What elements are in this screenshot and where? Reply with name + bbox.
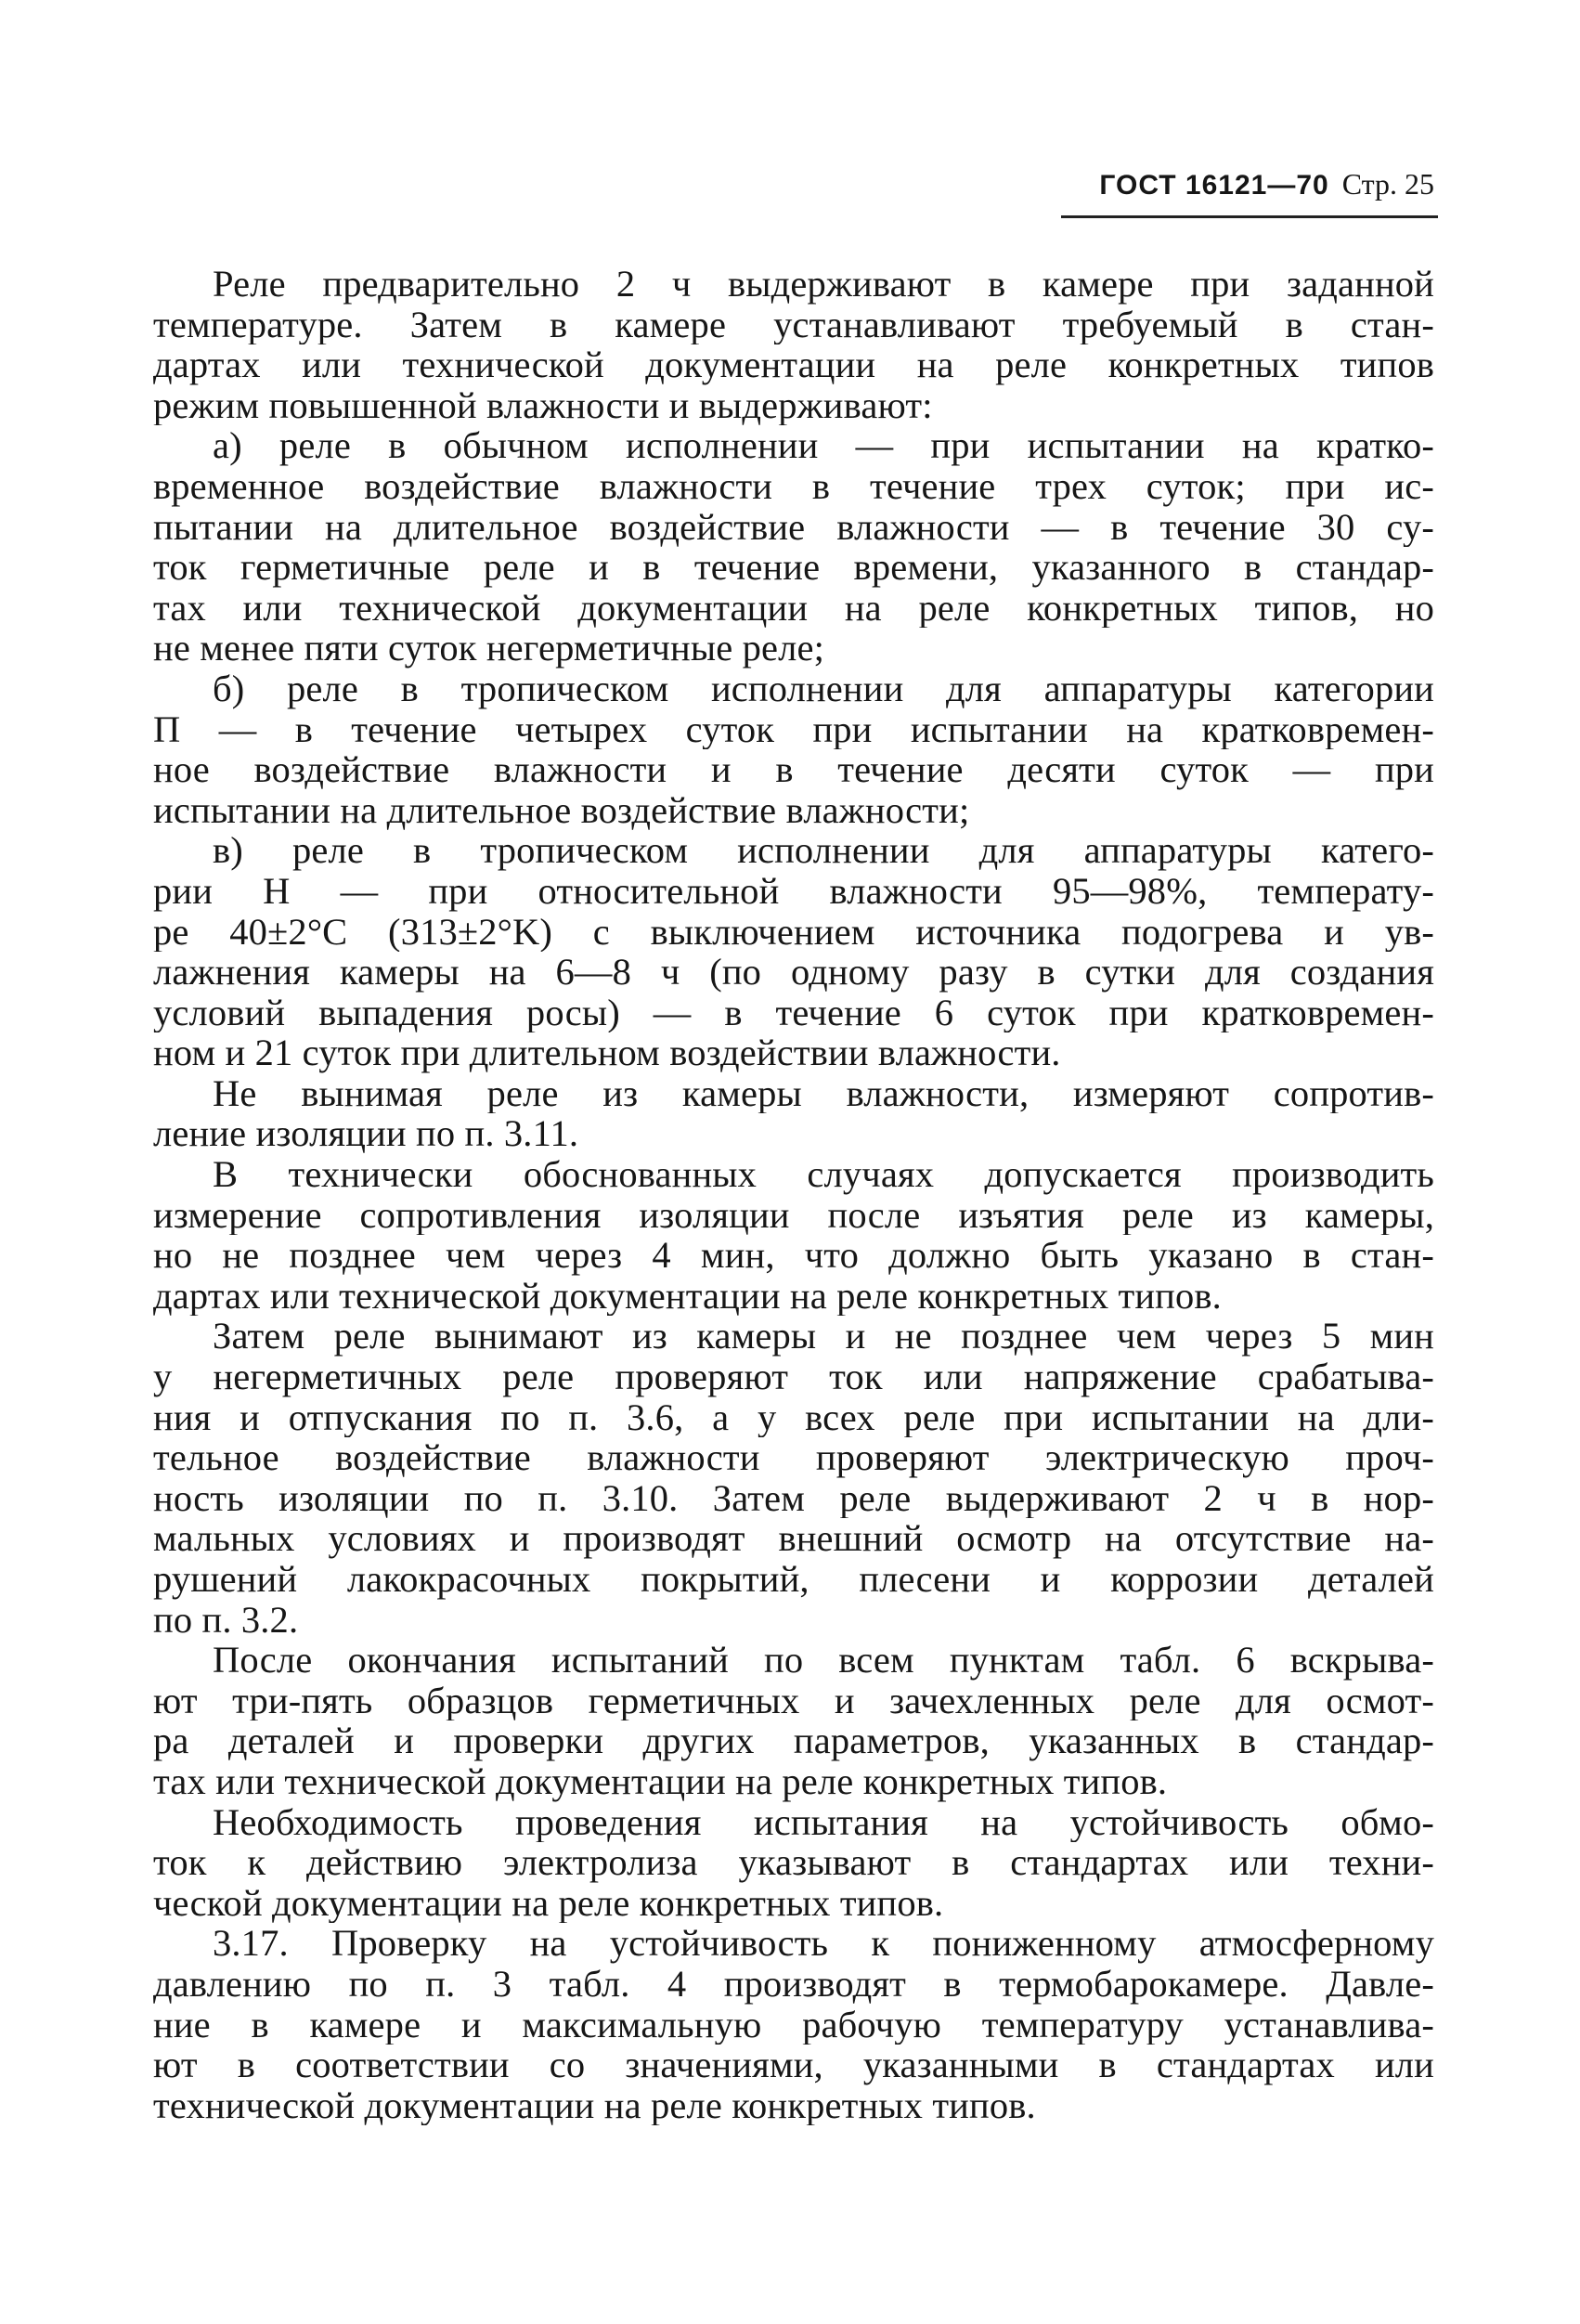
- text-line: ческой документации на реле конкретных типов.: [153, 1882, 944, 1924]
- text-line: ность изоляции по п. 3.10. Затем реле выдерживают 2 ч в нор-: [153, 1477, 1434, 1519]
- text-line: После окончания испытаний по всем пунктам табл. 6 вскрыва-: [213, 1640, 1434, 1681]
- text-line: а) реле в обычном исполнении — при испытании на кратко-: [213, 425, 1434, 466]
- text-line: В технически обоснованных случаях допускается производить: [213, 1154, 1434, 1195]
- text-line: Затем реле вынимают из камеры и не позднее чем через 5 мин: [213, 1316, 1434, 1357]
- text-line: ток герметичные реле и в течение времени, указанного в стандар-: [153, 547, 1434, 588]
- text-line: рушений лакокрасочных покрытий, плесени и коррозии деталей: [153, 1559, 1434, 1600]
- text-line: тах или технической документации на реле конкретных типов.: [153, 1760, 1168, 1802]
- text-line: у негерметичных реле проверяют ток или напряжение срабатыва-: [153, 1357, 1434, 1397]
- text-line: мальных условиях и производят внешний осмотр на отсутствие на-: [153, 1518, 1434, 1559]
- text-line: давлению по п. 3 табл. 4 производят в термобарокамере. Давле-: [153, 1963, 1434, 2005]
- text-line: испытании на длительное воздействие влажности;: [153, 789, 970, 831]
- text-line: температуре. Затем в камере устанавливают требуемый в стан-: [153, 304, 1434, 345]
- text-line: Реле предварительно 2 ч выдерживают в камере при заданной: [213, 264, 1434, 305]
- text-line: ление изоляции по п. 3.11.: [153, 1113, 579, 1155]
- text-line: ре 40±2°C (313±2°K) с выключением источника подогрева и ув-: [153, 911, 1434, 953]
- text-line: ют три-пять образцов герметичных и зачехленных реле для осмот-: [153, 1680, 1434, 1721]
- text-line: тах или технической документации на реле конкретных типов, но: [153, 587, 1434, 629]
- text-line: Не вынимая реле из камеры влажности, измеряют сопротив-: [213, 1072, 1434, 1114]
- text-line: режим повышенной влажности и выдерживают:: [153, 384, 933, 426]
- text-line: Необходимость проведения испытания на устойчивость обмо-: [213, 1801, 1434, 1843]
- text-line: тельное воздействие влажности проверяют электрическую проч-: [153, 1437, 1434, 1478]
- header-rule: [1061, 215, 1438, 218]
- text-line: в) реле в тропическом исполнении для аппаратуры катего-: [213, 830, 1434, 871]
- text-line: ра деталей и проверки других параметров, указанных в стандар-: [153, 1720, 1434, 1761]
- text-line: лажнения камеры на 6—8 ч (по одному разу в сутки для создания: [153, 952, 1434, 993]
- text-line: пытании на длительное воздействие влажности — в течение 30 су-: [153, 506, 1434, 548]
- text-line: но не позднее чем через 4 мин, что должно быть указано в стан-: [153, 1235, 1434, 1276]
- text-line: временное воздействие влажности в течение трех суток; при ис-: [153, 465, 1434, 507]
- text-line: ют в соответствии со значениями, указанными в стандартах или: [153, 2045, 1434, 2085]
- text-line: условий выпадения росы) — в течение 6 суток при кратковремен-: [153, 992, 1434, 1033]
- text-line: б) реле в тропическом исполнении для аппаратуры категории: [213, 668, 1434, 709]
- text-line: ном и 21 суток при длительном воздействии влажности.: [153, 1032, 1061, 1073]
- text-line: 3.17. Проверку на устойчивость к пониженному атмосферному: [213, 1923, 1434, 1964]
- text-line: не менее пяти суток негерметичные реле;: [153, 628, 825, 669]
- text-line: по п. 3.2.: [153, 1599, 299, 1641]
- page-number: Стр. 25: [1341, 167, 1434, 201]
- text-line: дартах или технической документации на реле конкретных типов.: [153, 1275, 1222, 1317]
- text-line: ток к действию электролиза указывают в стандартах или техни-: [153, 1842, 1434, 1883]
- document-body: [153, 264, 1434, 2125]
- text-line: ния и отпускания по п. 3.6, а у всех реле при испытании на дли-: [153, 1396, 1434, 1438]
- text-line: П — в течение четырех суток при испытании на кратковремен-: [153, 708, 1434, 750]
- text-line: ние в камере и максимальную рабочую температуру устанавлива-: [153, 2004, 1434, 2045]
- standard-number: ГОСТ 16121—70: [1099, 170, 1329, 201]
- text-line: технической документации на реле конкретных типов.: [153, 2084, 1036, 2126]
- running-header: [1099, 165, 1434, 204]
- text-line: рии Н — при относительной влажности 95—98%, температу-: [153, 870, 1434, 912]
- text-line: дартах или технической документации на реле конкретных типов: [153, 344, 1434, 385]
- text-line: ное воздействие влажности и в течение десяти суток — при: [153, 749, 1434, 790]
- text-line: измерение сопротивления изоляции после изъятия реле из камеры,: [153, 1194, 1434, 1236]
